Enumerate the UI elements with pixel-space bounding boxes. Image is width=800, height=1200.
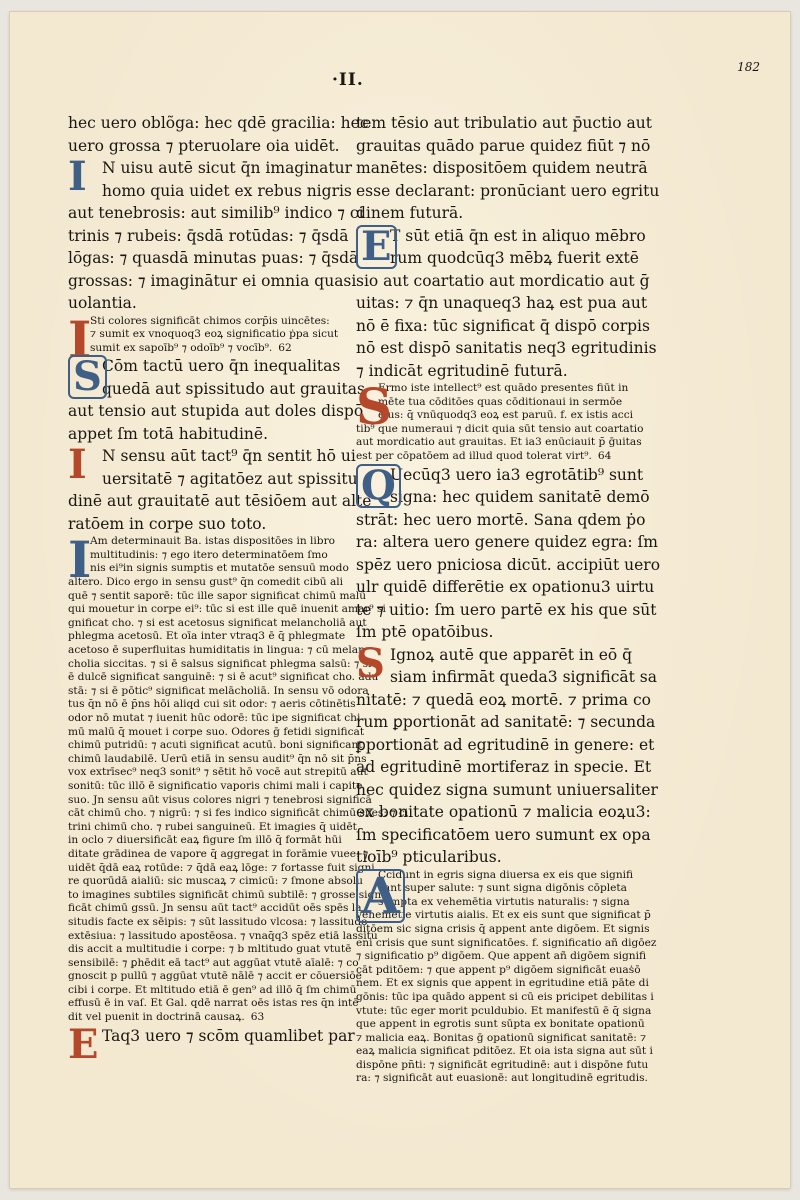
text-line: gnificat cho. ⁊ si est acetosus significat melancholiā aut bbox=[68, 616, 367, 629]
text-line: acetoso ē superfluitas humiditatis in lingua: ⁊ cū melan bbox=[68, 644, 365, 657]
text-line: est per cōpatōem ad illud quod tolerat virt⁹. 64 bbox=[356, 449, 612, 462]
text-line: dinē aut grauitatē aut tēsiōem aut alte bbox=[68, 492, 372, 511]
text-line: quē ⁊ sentit saporē: tūc ille sapor significat chimū malū bbox=[68, 589, 367, 602]
text-line: nō ē fixa: tūc significat q̄ dispō corpis bbox=[356, 316, 650, 335]
text-line: sonitū: tūc illō ē significatio vaporis chimi mali i capite bbox=[68, 779, 363, 792]
text-line: dit vel puenit in doctrinā causaꝝ. 63 bbox=[68, 1011, 265, 1024]
text-line: Taq3 uero ⁊ scōm quamlibet par bbox=[102, 1026, 355, 1045]
text-line: trinis ⁊ rubeis: q̄sdā rotūdas: ⁊ q̄sdā bbox=[68, 226, 349, 245]
decorated-initial: I bbox=[68, 153, 87, 200]
text-line: vehemētie virtutis aialis. Et ex eis sunt que significat p̄ bbox=[356, 909, 651, 922]
text-line: siam infirmāt queda3 significāt sa bbox=[390, 668, 657, 687]
text-line: suo. Jn sensu aūt visus colores nigri ⁊ tenebrosi significā bbox=[68, 793, 372, 806]
text-line: manētes: dispositōem quidem neutrā bbox=[356, 159, 648, 177]
text-line: effusū ē in vaſ. Et Gal. qdē narrat oēs istas res q̄n intē bbox=[68, 997, 359, 1010]
text-line: uersitatē ⁊ agitatōez aut spissitu bbox=[102, 469, 358, 488]
decorated-initial: S bbox=[356, 639, 385, 687]
text-line: que appent in egrotis sunt sūpta ex bonitate opationū bbox=[356, 1018, 645, 1031]
text-line: ē dulcē significat sanguinē: ⁊ si ē acut⁹ significat cho. adu bbox=[68, 671, 379, 684]
text-line: te ⁊ uitio: ſm uero partē ex his que sūt bbox=[356, 600, 657, 619]
text-line: uidēt q̄dā eaꝝ rotūde: ⁊ q̄dā eaꝝ lōge: ⁊ fortasse fuit signi bbox=[68, 861, 375, 874]
text-line: tus q̄n nō ē p̄ns hōi aliqd cui sit odor: ⁊ aeris cōtinētis bbox=[68, 698, 356, 711]
text-line: ex bonitate opationū ⁊ malicia eoꝝu3: bbox=[356, 803, 651, 822]
paragraph bbox=[68, 1020, 358, 1068]
text-line: chimū laudabilē. Uerū etiā in sensu audit⁹ q̄n nō sit p̄ns bbox=[68, 752, 367, 765]
text-line: hec quidez signa sumunt uniuersaliter bbox=[356, 780, 658, 799]
text-line: N uisu autē sicut q̄n imaginatur bbox=[102, 159, 353, 177]
text-line: grossas: ⁊ imaginātur ei omnia quasi bbox=[68, 271, 357, 290]
text-line: esse declarant: pronūciant uero egritu bbox=[356, 181, 660, 200]
text-line: gōnis: tūc ipa quādo appent si cū eis pricipet debilitas i bbox=[356, 990, 654, 1003]
text-line: nō est dispō sanitatis neq3 egritudinis bbox=[356, 339, 657, 357]
text-line: sumit ex sapoīb⁹ ⁊ odoīb⁹ ⁊ vocīb⁹. 62 bbox=[90, 341, 292, 354]
text-line: ulr quidē differētie ex opationu3 uirtu bbox=[356, 578, 655, 597]
text-line: altero. Dico ergo in sensu gust⁹ q̄n comedit cibū ali bbox=[68, 576, 344, 589]
text-line: vtute: tūc eger morit pculdubio. Et manifestū ē q̄ signa bbox=[356, 1004, 652, 1017]
text-line: hec uero oblõga: hec qdē gracilia: hec bbox=[68, 114, 369, 132]
text-line: ⁊ sumit ex vnoquoq3 eoꝝ significatio ṗpa sicut bbox=[90, 328, 339, 341]
text-line: grauitas quādo parue quidez fiūt ⁊ nō bbox=[356, 136, 651, 155]
text-line: Ermo iste intellect⁹ est quādo presentes fiūt in bbox=[378, 382, 629, 394]
text-line: ra: ⁊ significāt aut euasionē: aut longitudinē egritudis. bbox=[356, 1072, 648, 1085]
paragraph bbox=[356, 639, 658, 869]
chapter-heading: ·II. bbox=[332, 70, 364, 90]
text-line: strāt: hec uero mortē. Sana qdem ṗo bbox=[356, 510, 646, 529]
text-line: aut tenebrosis: aut similib⁹ indico ⁊ ci bbox=[68, 204, 364, 222]
text-line: spēz uero pniciosa dicūt. accipiūt uero bbox=[356, 555, 661, 574]
text-line: sensibilē: ⁊ ꝑhēdit eā tact⁹ aut aggūat vtutē aīalē: ⁊ co bbox=[68, 956, 359, 969]
text-line: ditate grādinea de vapore q̄ aggregat in forāmie vuee: ⁊ bbox=[68, 847, 369, 860]
text-line: Uecūq3 uero ia3 egrotātib⁹ sunt bbox=[390, 465, 644, 484]
decorated-initial: I bbox=[68, 309, 92, 369]
text-line: chimū putridū: ⁊ acuti significat acutū. boni significant bbox=[68, 739, 363, 752]
text-line: ad egritudinē mortiferaz in specie. Et bbox=[356, 758, 652, 777]
text-line: aut mordicatio aut grauitas. Et ia3 enūciauit p̄ ḡuitas bbox=[356, 436, 642, 449]
text-line: to imagines subtiles significāt chimū subtilē: ⁊ grosse sign bbox=[68, 888, 382, 901]
text-line: phlegma acetosū. Et oīa inter vtraq3 ē q̄ phlegmate bbox=[68, 630, 346, 643]
text-line: stā: ⁊ si ē pōtic⁹ significat melācholiā. In sensu vō odora bbox=[68, 684, 369, 697]
text-line: Ignoꝝ autē que apparēt in eō q̄ bbox=[390, 645, 633, 664]
section-number: 62 bbox=[278, 341, 292, 354]
text-line: aut tensio aut stupida aut doles dispō bbox=[68, 402, 364, 421]
text-line: cholia siccitas. ⁊ si ē salsus significat phlegma salsū: ⁊ si bbox=[68, 657, 372, 670]
text-line: ⁊ indicāt egritudinē futurā. bbox=[356, 361, 568, 380]
paragraph bbox=[356, 865, 657, 1087]
text-line: T sūt etiā q̄n est in aliquo mēbro bbox=[390, 226, 646, 245]
decorated-initial: S bbox=[356, 377, 393, 436]
text-line: cāt pditōem: ⁊ que appent p⁹ digōem significāt euaṡō bbox=[356, 963, 641, 976]
text-line: gnoscit p pullū ⁊ aggūat vtutē nālē ⁊ accit er cōuersiōe bbox=[68, 970, 362, 983]
text-line: odor nō mutat ⁊ iuenit hūc odorē: tūc ipe significat chi bbox=[68, 712, 361, 724]
text-line: ⁊ significatio p⁹ digōem. Que appent añ digōem signifi bbox=[356, 950, 647, 963]
text-line: lōgas: ⁊ quasdā minutas puas: ⁊ q̄sdā bbox=[68, 249, 359, 267]
left-column bbox=[68, 112, 409, 1068]
text-line: rum quodcūq3 mēbꝝ fuerit extē bbox=[390, 249, 639, 267]
text-line: trini chimū cho. ⁊ rubei sanguineū. Et imagies q̄ uidēt bbox=[68, 820, 357, 833]
decorated-initial: E bbox=[68, 1020, 99, 1068]
right-column bbox=[356, 112, 661, 1086]
text-line: uero grossa ⁊ pteruolare oia uidēt. bbox=[68, 136, 340, 155]
text-line: ratōem in corpe suo toto. bbox=[68, 514, 267, 533]
text-line: ſm ptē opatōibus. bbox=[356, 623, 494, 642]
paragraph bbox=[356, 112, 660, 225]
text-line: cāt chimū cho. ⁊ nigrū: ⁊ si fes indico significāt chimū siles: ⁊ ci bbox=[68, 807, 409, 820]
text-line: uolantia. bbox=[68, 294, 137, 312]
text-line: dispōne pn̄ti: ⁊ significāt egritudinē: aut i dispōne futu bbox=[356, 1058, 649, 1071]
text-line: cant super salute: ⁊ sunt signa digōnis cōpleta bbox=[378, 882, 627, 895]
paragraph bbox=[356, 222, 657, 383]
decorated-initial: S bbox=[68, 355, 107, 399]
text-line: eni crisis que sunt significatōes. f. significatio añ digōez bbox=[356, 936, 657, 949]
text-line: multitudinis: ⁊ ego itero determinatōem ſmo bbox=[90, 548, 328, 561]
text-line: uitas: ⁊ q̄n unaqueq3 haꝝ est pua aut bbox=[356, 294, 648, 312]
text-line: qui mouetur in corpe ei⁹: tūc si est ille quē inuenit amar⁹ si bbox=[68, 603, 386, 616]
text-line: N sensu aūt tact⁹ q̄n sentit hō ui bbox=[102, 447, 356, 466]
text-line: Ccidunt in egris signa diuersa ex eis que signifi bbox=[378, 868, 634, 881]
paragraph bbox=[68, 441, 372, 535]
section-number: 64 bbox=[597, 449, 612, 462]
text-line: situdis facte ex sēipis: ⁊ sūt lassitudo vlcosa: ⁊ lassitudo bbox=[68, 915, 368, 928]
paragraph bbox=[68, 153, 364, 315]
decorated-initial: I bbox=[68, 441, 87, 489]
text-line: ⁊ malicia eaꝝ. Bonitas ḡ opationū significat sanitatē: ⁊ bbox=[356, 1031, 647, 1044]
decorated-initial: E bbox=[356, 225, 397, 269]
text-line: eaꝝ malicia significat pditōez. Et oia ista signa aut sūt i bbox=[356, 1045, 653, 1058]
page-number: 182 bbox=[737, 60, 760, 74]
text-line: signa: hec quidem sanitatē demō bbox=[390, 488, 650, 507]
text-line: rum ꝑportionāt ad sanitatē: ⁊ secunda bbox=[356, 713, 656, 732]
decorated-initial: Q bbox=[356, 464, 401, 508]
text-line: nis ei⁹in signis sumptis et mutatōe sensuū modo bbox=[90, 562, 349, 575]
text-line: appet ſm totā habitudinē. bbox=[68, 424, 269, 443]
text-line: homo quia uidet ex rebus nigris bbox=[102, 181, 352, 200]
text-line: ditōem sic signa crisis q̄ appent ante digōem. Et signis bbox=[356, 922, 650, 935]
manuscript-page bbox=[10, 12, 790, 1188]
text-line: Cōm tactū uero q̄n inequalitas bbox=[102, 357, 341, 376]
text-line: re quorūdā aialiū: sic muscaꝝ ⁊ cimicū: ⁊ ſmone absolu bbox=[68, 875, 363, 888]
text-line: nitatē: ⁊ quedā eoꝝ mortē. ⁊ prima co bbox=[356, 690, 651, 709]
text-line: ſm specificatōem uero sumunt ex opa bbox=[356, 825, 651, 844]
text-line: Am determinauit Ba. istas dispositōes in libro bbox=[90, 535, 336, 548]
text-line: sumpta ex vehemētia virtutis naturalis: ⁊ signa bbox=[378, 895, 630, 908]
text-line: ra: altera uero genere quidez egra: ſm bbox=[356, 533, 658, 552]
text-line: ꝑportionāt ad egritudinē in genere: et bbox=[356, 735, 655, 754]
section-number: 63 bbox=[250, 1011, 265, 1024]
text-line: dis accit a multitudie i corpe: ⁊ b mltitudo guat vtutē bbox=[68, 943, 352, 956]
paragraph bbox=[356, 461, 661, 644]
text-line: tioīb⁹ pticularibus. bbox=[356, 848, 502, 867]
text-line: eius: q̄ vnūquodq3 eoꝝ est paruū. f. ex istis acci bbox=[378, 409, 634, 422]
text-line: in oclo ⁊ diuersificāt eaꝝ figure ſm illō q̄ formāt hūi bbox=[68, 834, 342, 847]
paragraph bbox=[68, 530, 409, 1024]
text-line: cibi i corpe. Et mltitudo etiā ē gen⁹ ad illō q̄ ſm chimū bbox=[68, 983, 357, 996]
decorated-initial: A bbox=[356, 869, 405, 923]
paragraph bbox=[68, 353, 365, 445]
text-line: Sti colores significāt chimos corp̄is uincētes: bbox=[90, 314, 330, 327]
text-line: ficāt chimū gssū. Jn sensu aūt tact⁹ accidūt oēs spēs la bbox=[68, 902, 362, 915]
text-line: vox extrīsec⁹ neq3 sonit⁹ ⁊ sētit hō vocē aut strepitū aut bbox=[68, 766, 368, 779]
text-line: extēsiua: ⁊ lassitudo apostēosa. ⁊ vnaq̄q3 spēz etiā lassitu bbox=[68, 929, 378, 942]
text-line: tem tēsio aut tribulatio aut p̄uctio aut bbox=[356, 114, 652, 132]
paragraph bbox=[356, 377, 646, 464]
text-line: mēte tua cōditōes quas cōditionaui in sermōe bbox=[378, 395, 623, 408]
decorated-initial: I bbox=[68, 530, 92, 590]
paragraph bbox=[68, 112, 369, 157]
text-line: tib⁹ que numeraui ⁊ dicit quia sūt tensio aut coartatio bbox=[356, 422, 644, 435]
text-line: nem. Et ex signis que appent in egritudine etiā pāte di bbox=[356, 977, 649, 990]
text-line: dinem futurā. bbox=[356, 204, 464, 222]
text-line: mū malū q̄ mouet i corpe suo. Odores ḡ fetidi significat bbox=[68, 725, 365, 738]
text-line: quedā aut spissitudo aut grauitas bbox=[102, 379, 365, 398]
text-line: sio aut coartatio aut mordicatio aut ḡ bbox=[356, 271, 650, 290]
